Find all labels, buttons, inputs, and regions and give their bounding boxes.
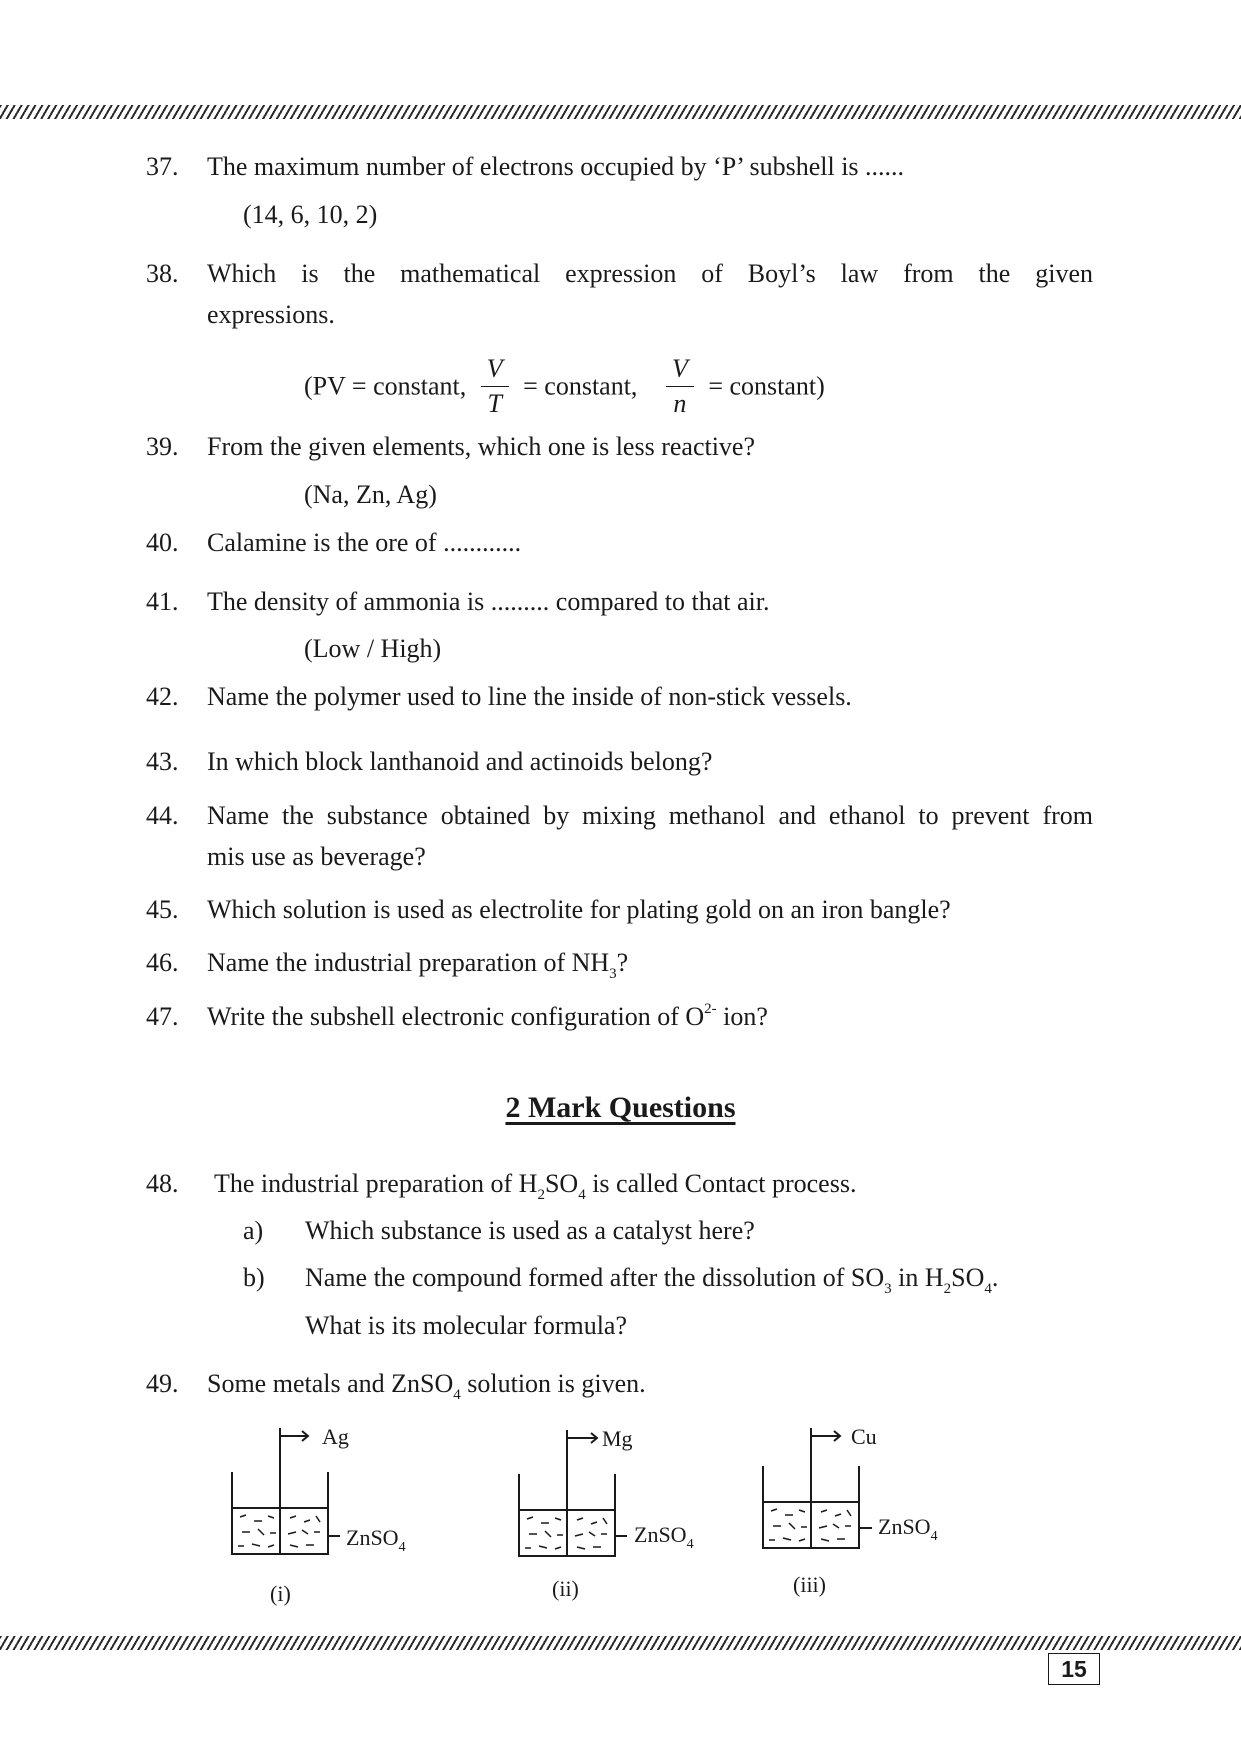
metal-label-i: Ag (322, 1424, 349, 1449)
question-39-options: (Na, Zn, Ag) (304, 480, 437, 509)
page-number: 15 (1048, 1653, 1100, 1685)
section-heading: 2 Mark Questions (505, 1091, 736, 1124)
metal-label-ii: Mg (602, 1426, 633, 1451)
question-text: The maximum number of electrons occupied by ‘P’ subshell is ...... (207, 152, 905, 181)
expr-open: (PV = constant, (304, 371, 467, 401)
question-text: From the given elements, which one is less reactive? (207, 432, 756, 461)
question-number: 39. (146, 432, 179, 461)
question-text: Calamine is the ore of ............ (207, 528, 522, 557)
bottom-border (0, 1636, 1241, 1650)
question-text: Some metals and ZnSO$_4$ solution is given. (207, 1369, 646, 1403)
question-37-options: (14, 6, 10, 2) (243, 200, 378, 229)
q48-b-line2: What is its molecular formula? (305, 1311, 628, 1340)
question-text: The density of ammonia is ......... compared to that air. (207, 587, 770, 616)
question-text: Name the industrial preparation of $NH_3$? (207, 948, 629, 982)
q48-a-text: Which substance is used as a catalyst here? (305, 1216, 755, 1245)
question-number: 48. (146, 1169, 179, 1198)
beaker-label-iii: (iii) (793, 1572, 826, 1597)
boyle-expressions (304, 356, 825, 417)
solution-label-iii: ZnSO$_4$ (878, 1514, 938, 1544)
question-41-options: (Low / High) (304, 634, 442, 663)
solution-label-i: ZnSO$_4$ (346, 1525, 406, 1555)
question-number: 43. (146, 747, 179, 776)
fraction-v-over-n: $\frac{V}{n}$ (666, 356, 694, 417)
q48-a-label: a) (243, 1216, 264, 1245)
question-text: Name the polymer used to line the inside of non-stick vessels. (207, 682, 852, 711)
question-44-line1: Name the substance obtained by mixing methanol and ethanol to prevent from (207, 801, 1093, 830)
question-number: 44. (146, 801, 179, 830)
question-number: 46. (146, 948, 179, 977)
beaker-label-ii: (ii) (552, 1576, 579, 1601)
question-text: In which block lanthanoid and actinoids belong? (207, 747, 713, 776)
expr-mid: = constant, (523, 371, 638, 401)
question-text: Write the subshell electronic configuration of $O^{2-}$ ion? (207, 1001, 768, 1031)
question-number: 37. (146, 152, 179, 181)
q48-b-text: Name the compound formed after the dissolution of $SO_3$ in $H_2SO_4$. (305, 1263, 999, 1297)
top-border (0, 105, 1241, 119)
question-number: 38. (146, 259, 179, 288)
question-text: Which solution is used as electrolite for plating gold on an iron bangle? (207, 895, 951, 924)
beaker-label-i: (i) (270, 1581, 291, 1606)
metal-label-iii: Cu (851, 1424, 877, 1449)
q48-b-label: b) (243, 1263, 265, 1292)
question-number: 47. (146, 1002, 179, 1031)
question-44-line2: mis use as beverage? (207, 842, 426, 871)
question-number: 45. (146, 895, 179, 924)
question-number: 41. (146, 587, 179, 616)
question-number: 42. (146, 682, 179, 711)
fraction-v-over-t: $\frac{V}{T}$ (481, 356, 509, 417)
beaker-diagram (210, 1414, 970, 1614)
expr-close: = constant) (708, 371, 825, 401)
question-number: 40. (146, 528, 179, 557)
question-38-line1: Which is the mathematical expression of Boyl’s law from the given (207, 259, 1093, 288)
question-38-line2: expressions. (207, 300, 335, 329)
question-number: 49. (146, 1369, 179, 1398)
solution-label-ii: ZnSO$_4$ (634, 1522, 694, 1552)
question-text: The industrial preparation of $H_2SO_4$ is called Contact process. (214, 1169, 857, 1203)
